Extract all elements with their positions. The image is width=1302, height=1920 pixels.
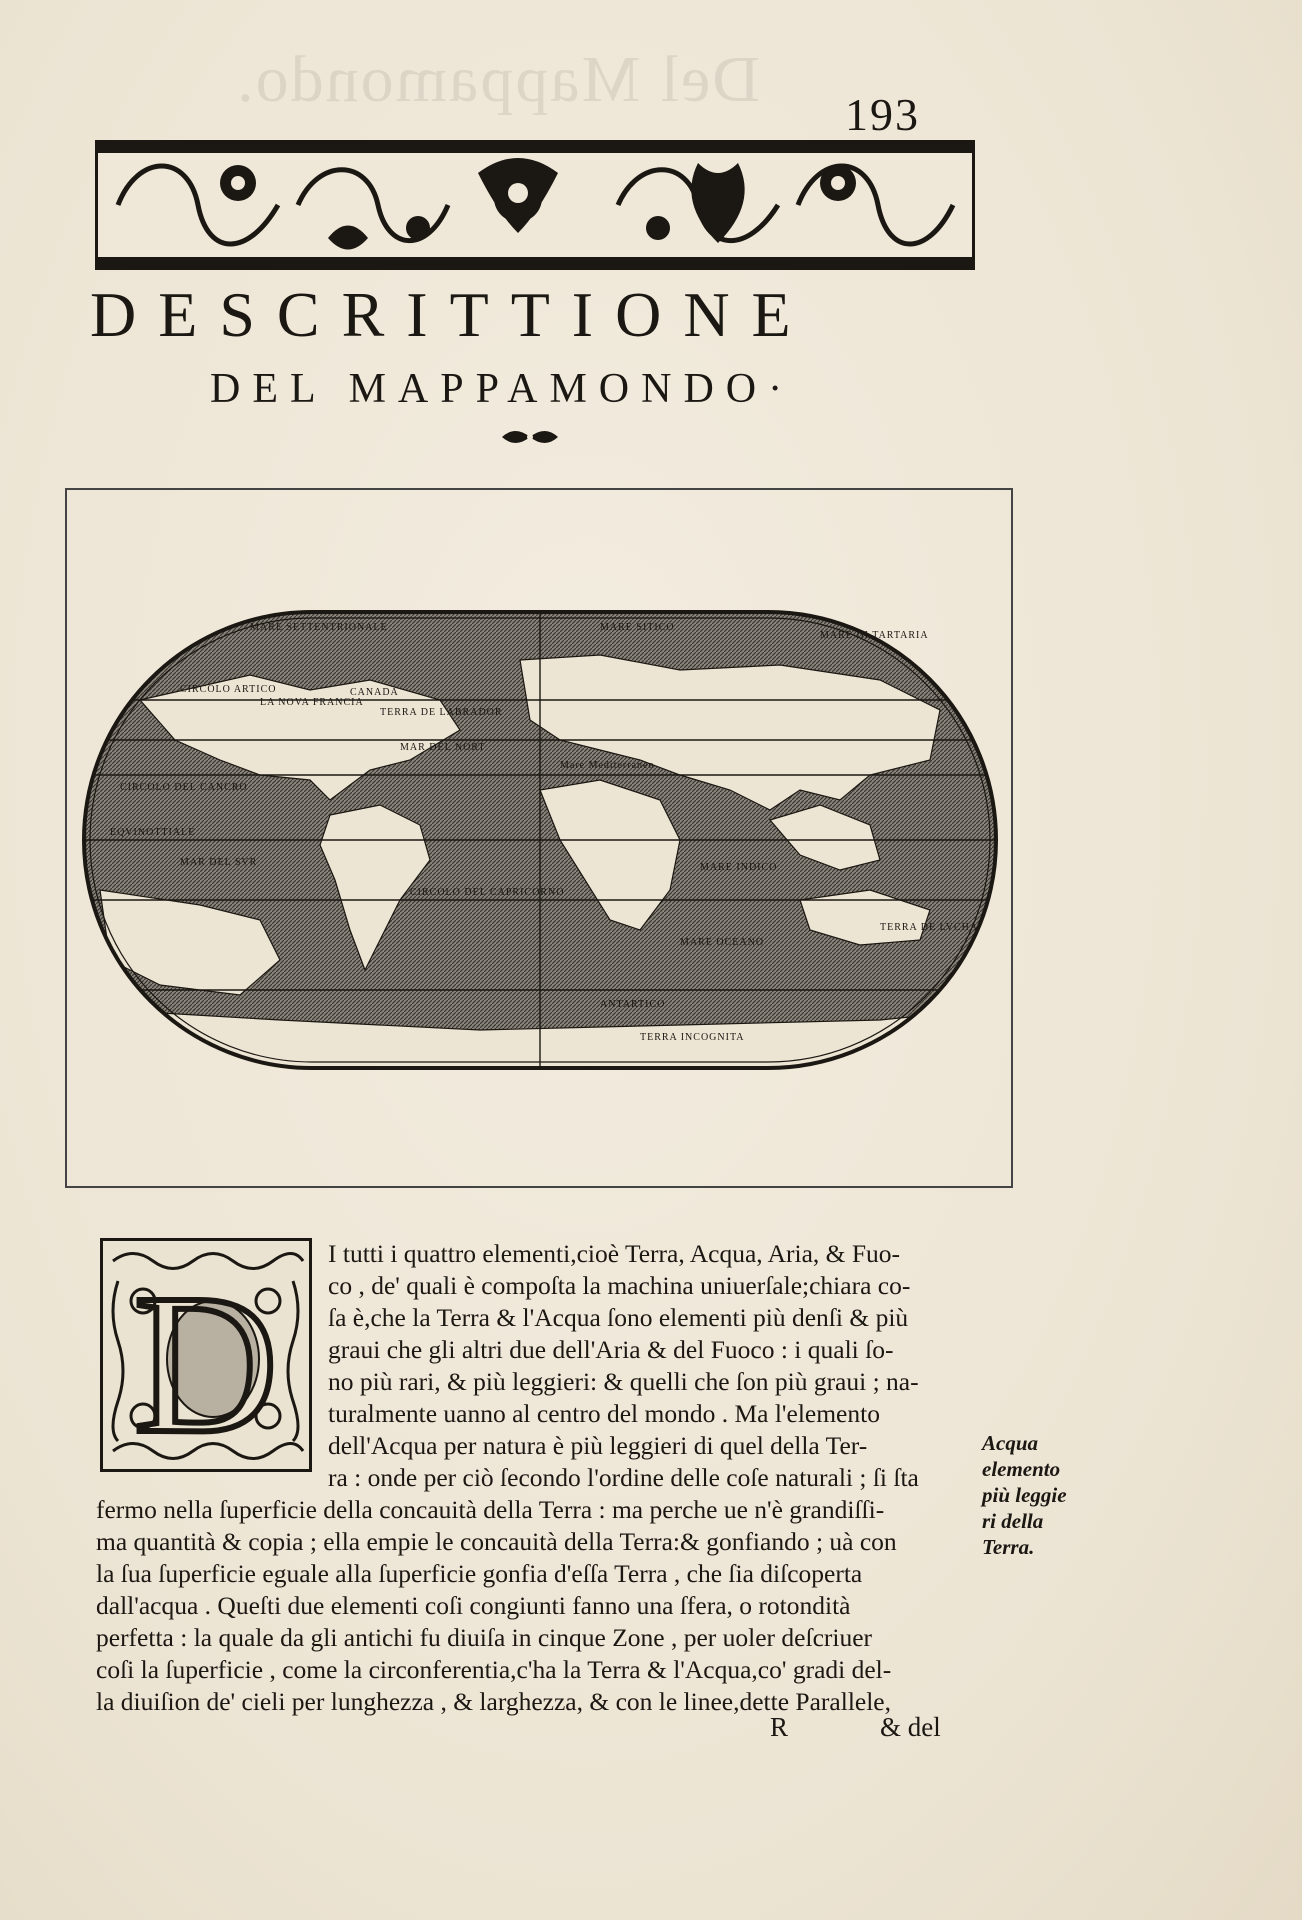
initial-letter: D [133, 1254, 279, 1469]
bleed-through-text: Del Mappamondo. [235, 43, 760, 116]
margin-note-line: Acqua [982, 1431, 1039, 1455]
body-line-10: ma quantità & copia ; ella empie le concauità della Terra:& gonfiando ; uà con [96, 1527, 897, 1556]
body-line-13: perfetta : la quale da gli antichi fu diuiſa in cinque Zone , per uoler deſcriuer [96, 1623, 873, 1652]
map-label-mare-oceano: MARE OCEANO [680, 937, 765, 948]
signature-mark: R [770, 1712, 789, 1742]
body-line-15: la diuiſion de' cieli per lunghezza , & larghezza, & con le linee,dette Parallele, [96, 1687, 891, 1716]
map-label-circolo-del-capricorno: CIRCOLO DEL CAPRICORNO [410, 887, 565, 898]
map-label-mar-del-sur: MAR DEL SVR [180, 857, 258, 868]
map-label-mare-mediterraneo: Mare Mediterraneo [560, 760, 655, 771]
map-label-circolo-artico: CIRCOLO ARTICO [180, 684, 277, 695]
body-line-7: dell'Acqua per natura è più leggieri di quel della Ter- [328, 1431, 868, 1460]
body-line-5: no più rari, & più leggieri: & quelli che ſon più graui ; na- [328, 1367, 919, 1396]
map-label-la-nova-francia: LA NOVA FRANCIA [260, 697, 364, 708]
map-label-antartico: ANTARTICO [600, 999, 666, 1010]
map-label-terra-de-lucha: TERRA DE LVCHA [880, 922, 979, 933]
body-line-1: I tutti i quattro elementi,cioè Terra, Acqua, Aria, & Fuo- [328, 1239, 901, 1268]
body-line-12: dall'acqua . Queſti due elementi coſi congiunti fanno una ſfera, o rotondità [96, 1591, 851, 1620]
catchword: & del [880, 1712, 941, 1742]
margin-note [982, 1430, 1092, 1560]
initial-ornament-icon [103, 1241, 309, 1469]
margin-note-line: più leggie [982, 1483, 1067, 1507]
body-line-6: turalmente uanno al centro del mondo . Ma l'elemento [328, 1399, 880, 1428]
map-label-canada: CANADA [350, 687, 399, 698]
fleuron-icon [500, 425, 560, 449]
page-title: DESCRITTIONE [90, 279, 813, 350]
map-label-mare-sitico: MARE SITICO [600, 622, 675, 633]
headpiece-ornament-icon [98, 143, 972, 267]
page-subtitle: DEL MAPPAMONDO· [210, 366, 795, 412]
ornamental-headpiece [95, 140, 975, 270]
body-line-8: ra : onde per ciò ſecondo l'ordine delle coſe naturali ; ſi ſta [328, 1463, 919, 1492]
map-label-mar-del-nort: MAR DEL NORT [400, 742, 486, 753]
margin-note-line: Terra. [982, 1535, 1035, 1559]
map-label-terra-de-labrador: TERRA DE LABRADOR [380, 707, 503, 718]
body-line-9: fermo nella ſuperficie della concauità della Terra : ma perche ue n'è grandiſſi- [96, 1495, 885, 1524]
page-number: 193 [845, 89, 920, 140]
body-line-2: co , de' quali è compoſta la machina uniuerſale;chiara co- [328, 1271, 911, 1300]
margin-note-line: ri della [982, 1509, 1044, 1533]
map-label-mare-settentrionale: MARE SETTENTRIONALE [250, 622, 388, 633]
map-label-mare-di-tartaria: MARE DI TARTARIA [820, 630, 929, 641]
map-label-circolo-del-cancro: CIRCOLO DEL CANCRO [120, 782, 248, 793]
body-line-14: coſi la ſuperficie , come la circonferentia,c'ha la Terra & l'Acqua,co' gradi del- [96, 1655, 892, 1684]
margin-note-line: elemento [982, 1457, 1061, 1481]
body-line-11: la ſua ſuperficie eguale alla ſuperficie gonfia d'eſſa Terra , che ſia diſcoperta [96, 1559, 863, 1588]
map-label-mare-indico: MARE INDICO [700, 862, 778, 873]
map-label-equinottiale: EQVINOTTIALE [110, 827, 196, 838]
body-line-3: ſa è,che la Terra & l'Acqua ſono elementi più denſi & più [328, 1303, 909, 1332]
map-label-terra-incognita: TERRA INCOGNITA [640, 1032, 745, 1043]
decorated-initial [100, 1238, 312, 1472]
world-map [80, 600, 1000, 1080]
body-line-4: graui che gli altri due dell'Aria & del Fuoco : i quali ſo- [328, 1335, 894, 1364]
